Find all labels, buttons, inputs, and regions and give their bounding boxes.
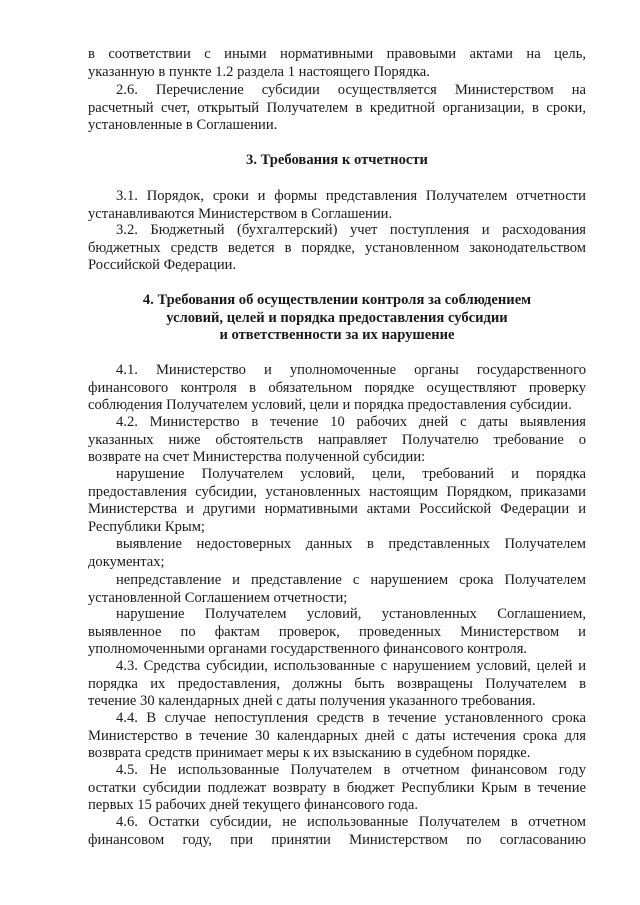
text-line: уполномоченными органами государственного финансового контроля.	[88, 641, 528, 658]
text-line: установленной Соглашением отчетности;	[88, 589, 348, 606]
section-3-heading: 3. Требования к отчетности	[246, 152, 428, 168]
text-line: 4.6. Остатки субсидии, не использованные Получателем в отчетном	[116, 814, 586, 830]
text-line: финансовом году, при принятии Министерством по согласованию	[88, 831, 586, 848]
text-line: в соответствии с иными нормативными правовыми актами на цель,	[88, 46, 586, 62]
text-line: установленные в Соглашении.	[88, 117, 278, 134]
text-line: порядка их предоставления, должны быть возвращены Получателем в	[88, 675, 586, 692]
section-4-heading	[88, 292, 586, 345]
text-line: финансового контроля в обязательном порядке осуществляют проверку	[88, 379, 586, 396]
text-line: течение 30 календарных дней с даты получения указанного требования.	[88, 693, 536, 710]
text-line: 3.2. Бюджетный (бухгалтерский) учет поступления и расходования	[116, 222, 586, 238]
text-line: Республики Крым;	[88, 518, 205, 535]
text-line: 3.1. Порядок, сроки и формы представления Получателем отчетности	[116, 188, 586, 204]
text-line: Министерство в течение 30 календарных дней с даты истечения срока для	[88, 727, 586, 744]
text-line: 2.6. Перечисление субсидии осуществляется Министерством на	[116, 82, 586, 98]
list-item-inspection	[88, 606, 586, 659]
text-line: 4.3. Средства субсидии, использованные с нарушением условий, целей и	[116, 658, 586, 674]
paragraph-3-2	[88, 222, 586, 275]
heading-line: условий, целей и порядка предоставления субсидии	[166, 309, 508, 326]
text-line: указанных ниже обстоятельств направляет Получателю требование о	[88, 431, 586, 448]
paragraph-2-6	[88, 82, 586, 135]
text-line: устанавливаются Министерством в Соглашении.	[88, 205, 393, 222]
text-line: нарушение Получателем условий, цели, требований и порядка	[116, 466, 586, 482]
list-item-violation	[88, 466, 586, 536]
paragraph-4-3	[88, 658, 586, 711]
text-line: предоставления субсидии, установленных настоящим Порядком, приказами	[88, 483, 586, 500]
heading-line: и ответственности за их нарушение	[219, 327, 455, 344]
text-line: возврата средств принимает меры к их взысканию в судебном порядке.	[88, 745, 531, 762]
paragraph-4-4	[88, 710, 586, 763]
list-item-reporting	[88, 572, 586, 607]
paragraph-4-5	[88, 762, 586, 815]
text-line: 4.4. В случае непоступления средств в течение установленного срока	[116, 710, 586, 726]
text-line: возврате на счет Министерства полученной субсидии:	[88, 449, 426, 466]
heading-line: 4. Требования об осуществлении контроля за соблюдением	[142, 292, 532, 308]
list-item-false-data	[88, 536, 586, 571]
text-line: Министерства и другими нормативными актами Российской Федерации и	[88, 501, 586, 518]
paragraph-4-1	[88, 362, 586, 415]
paragraph-4-6	[88, 814, 586, 849]
text-line: указанную в пункте 1.2 раздела 1 настоящего Порядка.	[88, 63, 430, 80]
text-line: выявление недостоверных данных в представленных Получателем	[116, 536, 586, 552]
text-line: расчетный счет, открытый Получателем в кредитной организации, в сроки,	[88, 99, 586, 116]
text-line: Российской Федерации.	[88, 257, 237, 274]
text-line: 4.5. Не использованные Получателем в отчетном финансовом году	[116, 762, 586, 778]
text-line: соблюдения Получателем условий, цели и порядка предоставления субсидии.	[88, 397, 572, 414]
text-line: бюджетных средств ведется в порядке, установленном законодательством	[88, 239, 586, 256]
paragraph-4-2	[88, 414, 586, 467]
paragraph-3-1	[88, 188, 586, 223]
text-line: нарушение Получателем условий, установленных Соглашением,	[116, 606, 586, 622]
text-line: 4.2. Министерство в течение 10 рабочих дней с даты выявления	[116, 414, 586, 430]
text-line: непредставление и представление с нарушением срока Получателем	[116, 572, 586, 588]
text-line: выявленное по фактам проверок, проведенных Министерством и	[88, 623, 586, 640]
text-line: 4.1. Министерство и уполномоченные органы государственного	[116, 362, 586, 378]
text-line: первых 15 рабочих дней текущего финансового года.	[88, 797, 419, 814]
text-line: документах;	[88, 553, 165, 570]
paragraph-continuation	[88, 46, 586, 81]
text-line: остатки субсидии подлежат возврату в бюджет Республики Крым в течение	[88, 779, 586, 796]
